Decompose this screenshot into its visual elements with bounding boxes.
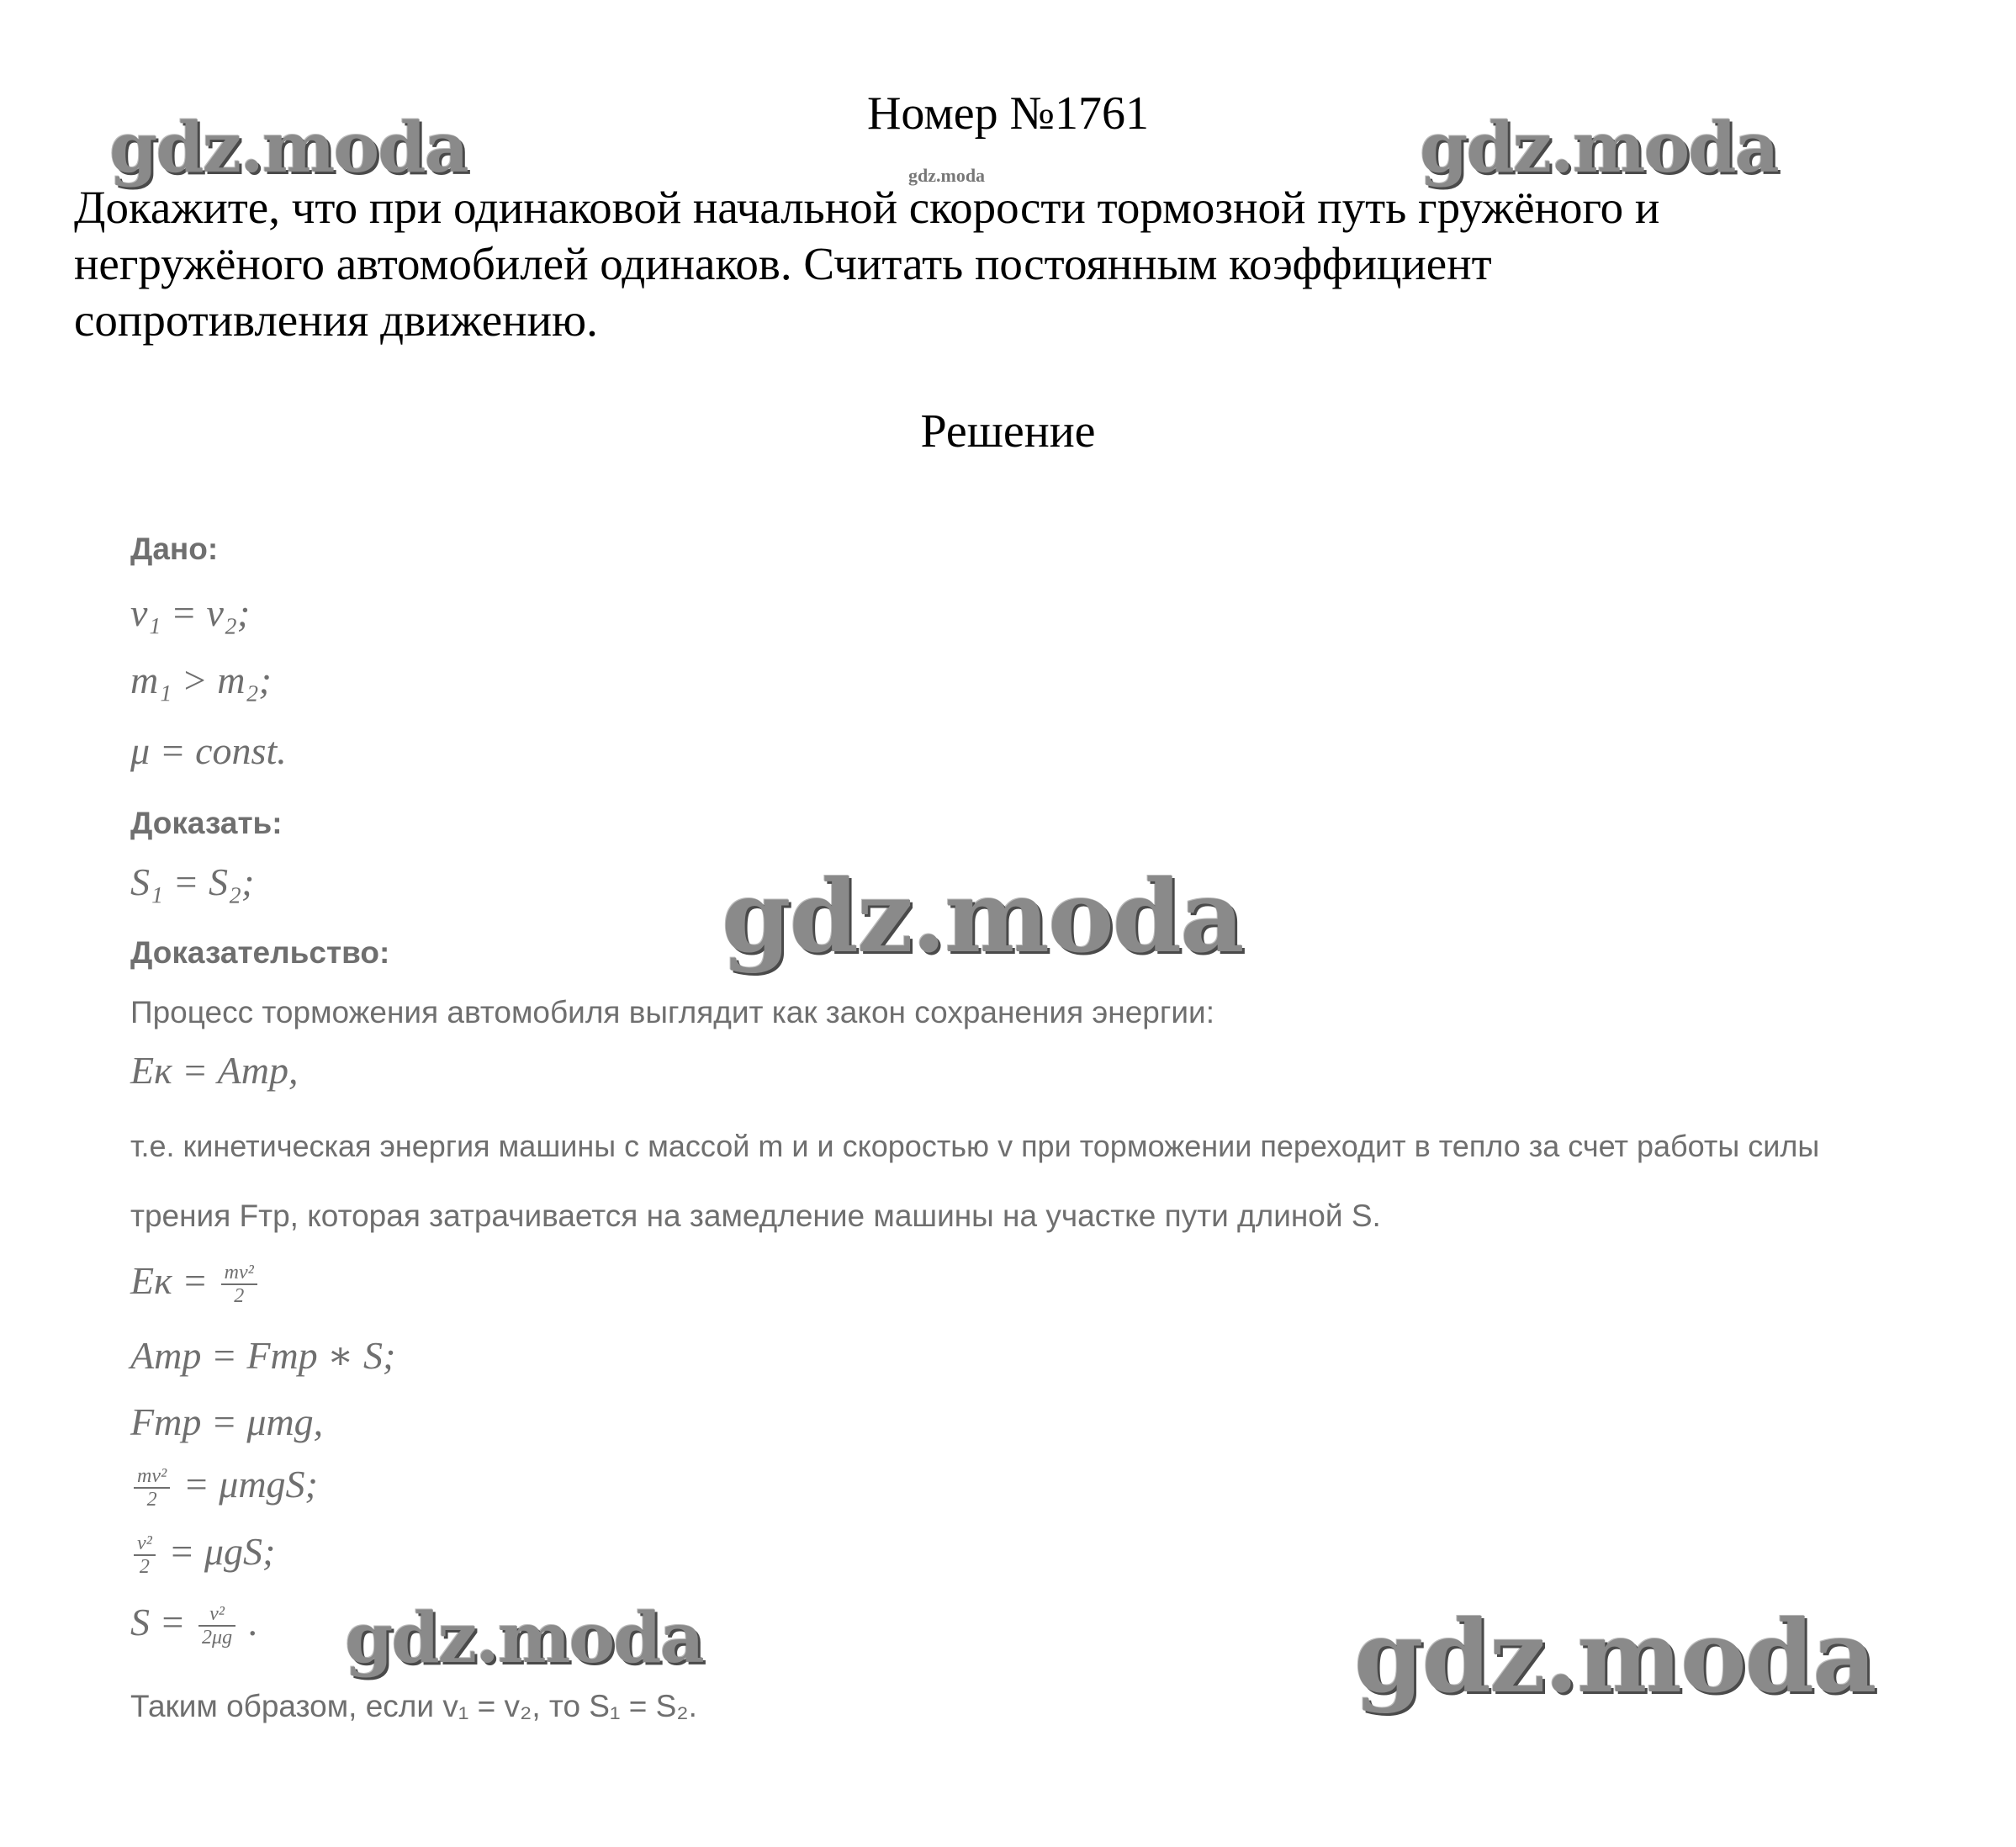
given-eq-2: m₁ > m₂;	[130, 659, 272, 701]
eq-friction-force: Fтр = μmg,	[130, 1400, 324, 1443]
proof-text-2: т.е. кинетическая энергия машины с массой m и и скоростью v при торможении переходит в тепло за счет работы силы	[130, 1129, 1820, 1163]
proof-label: Доказательство:	[130, 935, 390, 970]
numerator: mv²	[134, 1465, 170, 1489]
eq-friction-work: Aтр = Fтр ∗ S;	[130, 1334, 396, 1377]
task-line: Докажите, что при одинаковой начальной скорости тормозной путь гружёного и	[74, 182, 1660, 233]
numerator: v²	[198, 1603, 235, 1627]
small-watermark: gdz.moda	[908, 165, 986, 186]
proof-text-3: трения Fтр, которая затрачивается на замедление машины на участке пути длиной S.	[130, 1199, 1381, 1233]
task-line: сопротивления движению.	[74, 294, 598, 346]
given-eq-1: v₁ = v₂;	[130, 591, 251, 634]
fraction	[134, 1465, 170, 1511]
watermark-logo: gdz.moda	[1420, 108, 1778, 188]
denominator: 2	[139, 1556, 150, 1579]
solution-title: Решение	[920, 405, 1096, 458]
eq-end: .	[248, 1601, 259, 1643]
eq-right: = μmgS;	[183, 1463, 318, 1506]
watermark-logo: gdz.moda	[722, 858, 1243, 975]
task-line: негружёного автомобилей одинаков. Считать постоянным коэффициент	[74, 238, 1492, 289]
watermark-logo: gdz.moda	[109, 108, 468, 188]
task-text	[74, 179, 1966, 348]
eq-kinetic-energy	[130, 1258, 261, 1307]
watermark-logo: gdz.moda	[1354, 1598, 1876, 1715]
eq-left: S =	[130, 1601, 186, 1643]
eq-energy-balance	[130, 1462, 318, 1511]
numerator: mv²	[221, 1262, 257, 1285]
eq-left: Eк =	[130, 1259, 209, 1302]
fraction	[198, 1603, 235, 1649]
given-eq-3: μ = const.	[130, 729, 287, 772]
numerator: v²	[134, 1532, 156, 1556]
fraction	[221, 1262, 257, 1307]
denominator: 2μg	[202, 1627, 233, 1649]
conclusion-text: Таким образом, если v₁ = v₂, то S₁ = S₂.	[130, 1689, 697, 1723]
denominator: 2	[146, 1489, 157, 1511]
page-title: Номер №1761	[866, 87, 1150, 140]
eq-simplified	[130, 1529, 275, 1578]
prove-label: Доказать:	[130, 806, 283, 840]
eq-right: = μgS;	[168, 1530, 276, 1573]
given-label: Дано:	[130, 532, 219, 566]
eq-braking-distance	[130, 1600, 258, 1649]
eq-energy-work: Eк = Aтр,	[130, 1049, 299, 1092]
fraction	[134, 1532, 156, 1578]
denominator: 2	[234, 1285, 245, 1308]
watermark-logo: gdz.moda	[345, 1598, 703, 1679]
proof-text-1: Процесс торможения автомобиля выглядит как закон сохранения энергии:	[130, 995, 1214, 1029]
prove-eq: S₁ = S₂;	[130, 860, 255, 903]
